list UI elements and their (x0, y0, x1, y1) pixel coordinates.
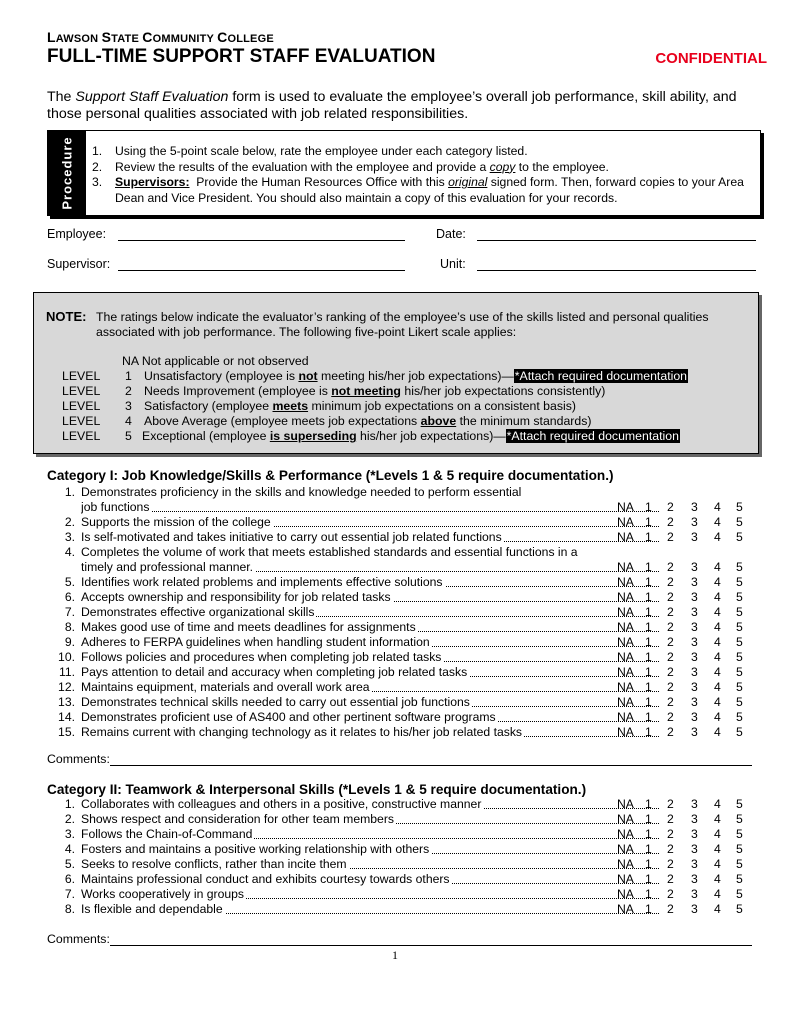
item-text (81, 680, 659, 695)
rating-option-3[interactable]: 3 (691, 635, 698, 649)
rating-option-1[interactable]: 1 (645, 710, 652, 724)
rating-option-1[interactable]: 1 (645, 695, 652, 709)
item-label: Makes good use of time and meets deadlines for assignments (81, 620, 416, 634)
rating-option-na[interactable]: NA (617, 635, 634, 649)
item-number: 4. (64, 545, 75, 559)
rating-option-2[interactable]: 2 (667, 902, 674, 916)
rating-option-2[interactable]: 2 (667, 560, 674, 574)
item-number: 12. (58, 680, 75, 694)
rating-option-2[interactable]: 2 (667, 530, 674, 544)
rating-row (47, 650, 747, 665)
item-text (81, 575, 659, 590)
rating-option-4[interactable]: 4 (714, 902, 721, 916)
rating-option-4[interactable]: 4 (714, 797, 721, 811)
rating-option-3[interactable]: 3 (691, 680, 698, 694)
rating-option-na[interactable]: NA (617, 560, 634, 574)
category-2-title: Category II: Teamwork & Interpersonal Skills (*Levels 1 & 5 require documentation.) (47, 782, 587, 797)
rating-option-2[interactable]: 2 (667, 665, 674, 679)
rating-option-3[interactable]: 3 (691, 842, 698, 856)
rating-option-2[interactable]: 2 (667, 575, 674, 589)
item-label: Maintains equipment, materials and overall work area (81, 680, 370, 694)
level-5-number: 5 (125, 429, 132, 443)
item-text (81, 887, 659, 902)
rating-option-5[interactable]: 5 (736, 530, 743, 544)
item-label: Collaborates with colleagues and others in a positive, constructive manner (81, 797, 482, 811)
rating-option-4[interactable]: 4 (714, 887, 721, 901)
rating-option-na[interactable]: NA (617, 650, 634, 664)
item-label: timely and professional manner. (81, 560, 254, 574)
rating-option-3[interactable]: 3 (691, 665, 698, 679)
item-label: Demonstrates effective organizational skills (81, 605, 315, 619)
rating-option-1[interactable]: 1 (645, 680, 652, 694)
rating-row (47, 887, 747, 902)
rating-option-2[interactable]: 2 (667, 857, 674, 871)
rating-option-na[interactable]: NA (617, 665, 634, 679)
rating-option-5[interactable]: 5 (736, 500, 743, 514)
rating-option-2[interactable]: 2 (667, 650, 674, 664)
item-number: 3. (64, 827, 75, 841)
rating-option-5[interactable]: 5 (736, 590, 743, 604)
rating-option-4[interactable]: 4 (714, 620, 721, 634)
item-label: Supports the mission of the college (81, 515, 271, 529)
rating-row (47, 530, 747, 545)
item-label: Demonstrates proficient use of AS400 and other pertinent software programs (81, 710, 496, 724)
rating-option-na[interactable]: NA (617, 725, 634, 739)
item-label: Follows policies and procedures when completing job related tasks (81, 650, 442, 664)
item-text (81, 902, 659, 917)
rating-option-4[interactable]: 4 (714, 695, 721, 709)
rating-option-2[interactable]: 2 (667, 725, 674, 739)
level-1-description: Unsatisfactory (employee is not meeting his/her job expectations)—*Attach required documentation (144, 369, 688, 383)
item-label: Remains current with changing technology as it relates to his/her job related tasks (81, 725, 523, 739)
item-text-continued: Completes the volume of work that meets established standards and essential functions in a (81, 545, 578, 559)
rating-row (47, 575, 747, 590)
level-2-number: 2 (125, 384, 132, 398)
unit-label: Unit: (440, 257, 466, 271)
item-number: 2. (64, 812, 75, 826)
item-number: 8. (64, 620, 75, 634)
rating-row (47, 680, 747, 695)
rating-option-3[interactable]: 3 (691, 620, 698, 634)
item-label: Pays attention to detail and accuracy when completing job related tasks (81, 665, 468, 679)
procedure-box (47, 130, 761, 216)
rating-option-4[interactable]: 4 (714, 650, 721, 664)
rating-option-1[interactable]: 1 (645, 842, 652, 856)
rating-option-1[interactable]: 1 (645, 725, 652, 739)
rating-option-1[interactable]: 1 (645, 635, 652, 649)
rating-option-4[interactable]: 4 (714, 680, 721, 694)
rating-option-5[interactable]: 5 (736, 797, 743, 811)
rating-option-3[interactable]: 3 (691, 812, 698, 826)
category-1-comments-label: Comments: (47, 752, 110, 766)
category-1-comments-field[interactable] (110, 765, 752, 766)
rating-option-4[interactable]: 4 (714, 530, 721, 544)
rating-option-na[interactable]: NA (617, 902, 634, 916)
dot-leader (81, 511, 659, 512)
item-text (81, 650, 659, 665)
item-label: Seeks to resolve conflicts, rather than incite them (81, 857, 347, 871)
rating-option-3[interactable]: 3 (691, 827, 698, 841)
supervisor-field[interactable] (118, 270, 405, 271)
employee-field[interactable] (118, 240, 405, 241)
item-text (81, 725, 659, 740)
rating-option-3[interactable]: 3 (691, 605, 698, 619)
item-number: 8. (64, 902, 75, 916)
item-label: Adheres to FERPA guidelines when handling student information (81, 635, 430, 649)
rating-option-na[interactable]: NA (617, 695, 634, 709)
rating-option-2[interactable]: 2 (667, 635, 674, 649)
item-text (81, 530, 659, 545)
rating-option-5[interactable]: 5 (736, 827, 743, 841)
rating-option-5[interactable]: 5 (736, 635, 743, 649)
rating-option-3[interactable]: 3 (691, 500, 698, 514)
rating-row (47, 797, 747, 812)
rating-row (47, 560, 747, 575)
item-text (81, 515, 659, 530)
rating-option-na[interactable]: NA (617, 680, 634, 694)
rating-option-2[interactable]: 2 (667, 590, 674, 604)
procedure-item: 2. Review the results of the evaluation with the employee and provide a copy to the employee. (92, 159, 609, 174)
form-title: FULL-TIME SUPPORT STAFF EVALUATION (47, 46, 436, 67)
item-text (81, 812, 659, 827)
rating-option-2[interactable]: 2 (667, 872, 674, 886)
rating-option-2[interactable]: 2 (667, 812, 674, 826)
item-text (81, 857, 659, 872)
rating-option-na[interactable]: NA (617, 872, 634, 886)
level-2-word: LEVEL (62, 384, 101, 398)
rating-option-5[interactable]: 5 (736, 515, 743, 529)
rating-option-5[interactable]: 5 (736, 710, 743, 724)
intro-paragraph: The Support Staff Evaluation form is used to evaluate the employee’s overall job performance, skill ability, and those personal qualities associated with job related responsibilities. (47, 89, 737, 122)
rating-option-2[interactable]: 2 (667, 515, 674, 529)
item-text (81, 710, 659, 725)
rating-option-5[interactable]: 5 (736, 695, 743, 709)
rating-option-3[interactable]: 3 (691, 887, 698, 901)
item-number: 11. (58, 665, 75, 679)
rating-option-1[interactable]: 1 (645, 872, 652, 886)
rating-row (47, 842, 747, 857)
rating-option-2[interactable]: 2 (667, 680, 674, 694)
rating-option-5[interactable]: 5 (736, 857, 743, 871)
rating-option-3[interactable]: 3 (691, 797, 698, 811)
page-number: 1 (392, 948, 398, 962)
level-1-number: 1 (125, 369, 132, 383)
item-text (81, 695, 659, 710)
rating-option-2[interactable]: 2 (667, 695, 674, 709)
level-3-number: 3 (125, 399, 132, 413)
level-3-description: Satisfactory (employee meets minimum job expectations on a consistent basis) (144, 399, 576, 413)
item-number: 3. (64, 530, 75, 544)
rating-option-na[interactable]: NA (617, 797, 634, 811)
rating-option-3[interactable]: 3 (691, 575, 698, 589)
item-number: 5. (64, 857, 75, 871)
rating-row (47, 590, 747, 605)
level-4-description: Above Average (employee meets job expectations above the minimum standards) (144, 414, 592, 428)
rating-option-5[interactable]: 5 (736, 605, 743, 619)
item-text (81, 590, 659, 605)
rating-row (47, 665, 747, 680)
rating-option-2[interactable]: 2 (667, 842, 674, 856)
item-number: 7. (64, 887, 75, 901)
procedure-tab: Procedure (48, 131, 86, 215)
rating-option-4[interactable]: 4 (714, 872, 721, 886)
rating-option-3[interactable]: 3 (691, 872, 698, 886)
rating-option-1[interactable]: 1 (645, 560, 652, 574)
rating-option-na[interactable]: NA (617, 842, 634, 856)
item-number: 7. (64, 605, 75, 619)
rating-option-5[interactable]: 5 (736, 887, 743, 901)
date-label: Date: (436, 227, 466, 241)
rating-option-4[interactable]: 4 (714, 827, 721, 841)
rating-option-1[interactable]: 1 (645, 620, 652, 634)
level-4-word: LEVEL (62, 414, 101, 428)
note-text: The ratings below indicate the evaluator’s ranking of the employee’s use of the skills listed and personal qualities associated with job performance. The following five-point Likert scale applies: (96, 310, 709, 340)
rating-option-1[interactable]: 1 (645, 827, 652, 841)
item-label: Fosters and maintains a positive working relationship with others (81, 842, 430, 856)
rating-row (47, 812, 747, 827)
item-text (81, 605, 659, 620)
rating-option-2[interactable]: 2 (667, 605, 674, 619)
item-number: 1. (64, 797, 75, 811)
item-text-line1 (47, 485, 747, 500)
rating-option-na[interactable]: NA (617, 887, 634, 901)
rating-row (47, 695, 747, 710)
rating-row (47, 500, 747, 515)
rating-row (47, 902, 747, 917)
rating-option-2[interactable]: 2 (667, 827, 674, 841)
procedure-item: 3. Supervisors: Provide the Human Resources Office with this original signed form. Then, forward copies to your Area Dean and Vice President. You should also maintain a copy of this evaluation for your records. (92, 175, 744, 205)
rating-option-4[interactable]: 4 (714, 500, 721, 514)
rating-option-5[interactable]: 5 (736, 560, 743, 574)
rating-option-1[interactable]: 1 (645, 590, 652, 604)
rating-option-na[interactable]: NA (617, 827, 634, 841)
item-label: Maintains professional conduct and exhibits courtesy towards others (81, 872, 450, 886)
rating-row (47, 635, 747, 650)
item-text (81, 797, 659, 812)
rating-option-1[interactable]: 1 (645, 857, 652, 871)
item-number: 13. (58, 695, 75, 709)
rating-option-5[interactable]: 5 (736, 680, 743, 694)
item-text (81, 827, 659, 842)
item-label: Works cooperatively in groups (81, 887, 245, 901)
rating-option-4[interactable]: 4 (714, 665, 721, 679)
rating-row (47, 872, 747, 887)
procedure-list (92, 144, 752, 206)
rating-option-na[interactable]: NA (617, 500, 634, 514)
rating-row (47, 710, 747, 725)
rating-option-1[interactable]: 1 (645, 605, 652, 619)
item-label: job functions (81, 500, 150, 514)
item-text (81, 500, 659, 515)
item-number: 15. (58, 725, 75, 739)
rating-option-4[interactable]: 4 (714, 635, 721, 649)
rating-row (47, 725, 747, 740)
item-text (81, 560, 659, 575)
rating-option-5[interactable]: 5 (736, 620, 743, 634)
rating-row (47, 605, 747, 620)
rating-option-5[interactable]: 5 (736, 650, 743, 664)
rating-option-1[interactable]: 1 (645, 797, 652, 811)
rating-option-1[interactable]: 1 (645, 515, 652, 529)
item-label: Is self-motivated and takes initiative to carry out essential job related functions (81, 530, 502, 544)
item-label: Accepts ownership and responsibility for job related tasks (81, 590, 391, 604)
rating-option-3[interactable]: 3 (691, 710, 698, 724)
rating-option-1[interactable]: 1 (645, 575, 652, 589)
item-text (81, 620, 659, 635)
rating-option-2[interactable]: 2 (667, 620, 674, 634)
item-number: 10. (58, 650, 75, 664)
rating-option-1[interactable]: 1 (645, 500, 652, 514)
level-1-word: LEVEL (62, 369, 101, 383)
item-label: Is flexible and dependable (81, 902, 223, 916)
rating-option-4[interactable]: 4 (714, 710, 721, 724)
rating-option-na[interactable]: NA (617, 530, 634, 544)
item-label: Demonstrates technical skills needed to carry out essential job functions (81, 695, 470, 709)
item-text (81, 635, 659, 650)
rating-option-4[interactable]: 4 (714, 812, 721, 826)
rating-option-1[interactable]: 1 (645, 665, 652, 679)
rating-option-1[interactable]: 1 (645, 887, 652, 901)
supervisor-label: Supervisor: (47, 257, 111, 271)
item-label: Follows the Chain-of-Command (81, 827, 253, 841)
level-2-description: Needs Improvement (employee is not meeting his/her job expectations consistently) (144, 384, 606, 398)
rating-option-3[interactable]: 3 (691, 515, 698, 529)
rating-option-na[interactable]: NA (617, 710, 634, 724)
rating-option-4[interactable]: 4 (714, 605, 721, 619)
category-1-title: Category I: Job Knowledge/Skills & Performance (*Levels 1 & 5 require documentation.) (47, 468, 614, 483)
item-number: 4. (64, 842, 75, 856)
item-number: 1. (64, 485, 75, 499)
rating-option-4[interactable]: 4 (714, 515, 721, 529)
rating-option-na[interactable]: NA (617, 857, 634, 871)
item-number: 9. (64, 635, 75, 649)
rating-option-3[interactable]: 3 (691, 560, 698, 574)
rating-option-1[interactable]: 1 (645, 650, 652, 664)
rating-option-4[interactable]: 4 (714, 590, 721, 604)
rating-option-na[interactable]: NA (617, 590, 634, 604)
rating-row (47, 827, 747, 842)
rating-row (47, 515, 747, 530)
rating-option-1[interactable]: 1 (645, 530, 652, 544)
rating-option-5[interactable]: 5 (736, 812, 743, 826)
level-4-number: 4 (125, 414, 132, 428)
rating-option-5[interactable]: 5 (736, 725, 743, 739)
rating-option-4[interactable]: 4 (714, 560, 721, 574)
rating-option-3[interactable]: 3 (691, 725, 698, 739)
rating-option-2[interactable]: 2 (667, 500, 674, 514)
rating-option-1[interactable]: 1 (645, 902, 652, 916)
rating-option-na[interactable]: NA (617, 812, 634, 826)
rating-option-4[interactable]: 4 (714, 842, 721, 856)
level-na: NA Not applicable or not observed (122, 354, 309, 368)
item-label: Shows respect and consideration for other team members (81, 812, 394, 826)
rating-option-3[interactable]: 3 (691, 530, 698, 544)
level-3-word: LEVEL (62, 399, 101, 413)
item-number: 5. (64, 575, 75, 589)
procedure-item: 1. Using the 5-point scale below, rate the employee under each category listed. (92, 144, 528, 158)
rating-option-4[interactable]: 4 (714, 857, 721, 871)
item-number: 14. (58, 710, 75, 724)
item-number: 6. (64, 872, 75, 886)
employee-label: Employee: (47, 227, 107, 241)
rating-scale-note (33, 292, 759, 454)
rating-option-na[interactable]: NA (617, 620, 634, 634)
rating-option-2[interactable]: 2 (667, 797, 674, 811)
item-text (81, 842, 659, 857)
rating-option-3[interactable]: 3 (691, 695, 698, 709)
rating-option-3[interactable]: 3 (691, 857, 698, 871)
rating-option-5[interactable]: 5 (736, 902, 743, 916)
note-label: NOTE: (46, 309, 87, 324)
rating-option-na[interactable]: NA (617, 605, 634, 619)
rating-option-na[interactable]: NA (617, 515, 634, 529)
rating-option-5[interactable]: 5 (736, 872, 743, 886)
confidential-label: CONFIDENTIAL (655, 50, 767, 67)
item-text (81, 665, 659, 680)
rating-option-4[interactable]: 4 (714, 575, 721, 589)
level-5-description: Exceptional (employee is superseding his/her job expectations)—*Attach required documentation (142, 429, 679, 443)
item-text (81, 872, 659, 887)
rating-row (47, 620, 747, 635)
rating-option-na[interactable]: NA (617, 575, 634, 589)
item-text-continued: Demonstrates proficiency in the skills and knowledge needed to perform essential (81, 485, 522, 499)
rating-option-5[interactable]: 5 (736, 842, 743, 856)
rating-option-5[interactable]: 5 (736, 575, 743, 589)
rating-option-4[interactable]: 4 (714, 725, 721, 739)
date-field[interactable] (477, 240, 756, 241)
level-5-word: LEVEL (62, 429, 101, 443)
item-number: 6. (64, 590, 75, 604)
rating-option-1[interactable]: 1 (645, 812, 652, 826)
item-number: 2. (64, 515, 75, 529)
category-2-comments-field[interactable] (110, 945, 752, 946)
rating-option-3[interactable]: 3 (691, 902, 698, 916)
rating-option-5[interactable]: 5 (736, 665, 743, 679)
category-2-comments-label: Comments: (47, 932, 110, 946)
rating-option-3[interactable]: 3 (691, 590, 698, 604)
item-label: Identifies work related problems and implements effective solutions (81, 575, 443, 589)
college-name: LAWSON STATE COMMUNITY COLLEGE (47, 29, 274, 45)
rating-option-2[interactable]: 2 (667, 887, 674, 901)
rating-option-3[interactable]: 3 (691, 650, 698, 664)
item-text-line1 (47, 545, 747, 560)
unit-field[interactable] (477, 270, 756, 271)
rating-row (47, 857, 747, 872)
rating-option-2[interactable]: 2 (667, 710, 674, 724)
